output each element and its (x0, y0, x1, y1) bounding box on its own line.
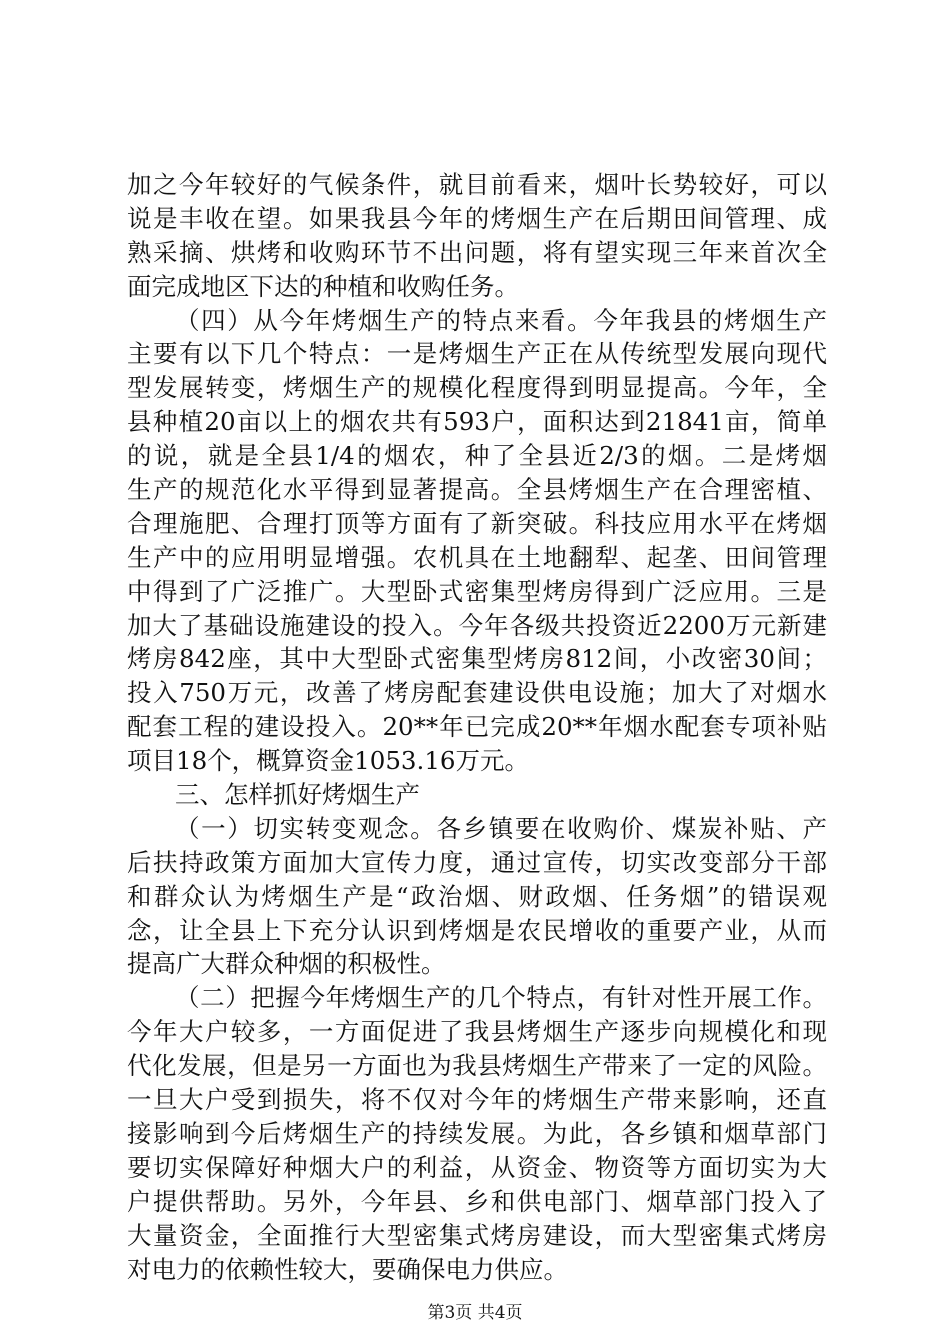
text-line: 要切实保障好种烟大户的利益，从资金、物资等方面切实为大 (127, 1152, 827, 1182)
text-line: 生产中的应用明显增强。农机具在土地翻犁、起垄、田间管理 (127, 542, 827, 572)
text-line: 型发展转变，烤烟生产的规模化程度得到明显提高。今年，全 (127, 373, 827, 403)
text-line: 和群众认为烤烟生产是“政治烟、财政烟、任务烟”的错误观 (127, 881, 827, 911)
text-line: 的说，就是全县1/4的烟农，种了全县近2/3的烟。二是烤烟 (127, 441, 827, 471)
text-line: 今年大户较多，一方面促进了我县烤烟生产逐步向规模化和现 (127, 1017, 827, 1047)
text-line: 面完成地区下达的种植和收购任务。 (127, 271, 519, 301)
paragraph-start-line: （二）把握今年烤烟生产的几个特点，有针对性开展工作。 (175, 983, 827, 1013)
text-line: 代化发展，但是另一方面也为我县烤烟生产带来了一定的风险。 (127, 1051, 827, 1081)
text-line: 大量资金，全面推行大型密集式烤房建设，而大型密集式烤房 (127, 1220, 827, 1250)
text-line: 合理施肥、合理打顶等方面有了新突破。科技应用水平在烤烟 (127, 508, 827, 538)
paragraph-start-line: （四）从今年烤烟生产的特点来看。今年我县的烤烟生产 (175, 305, 827, 335)
text-line: 说是丰收在望。如果我县今年的烤烟生产在后期田间管理、成 (127, 203, 827, 233)
page-number-footer: 第3页 共4页 (427, 1303, 523, 1323)
document-body (127, 168, 827, 1286)
text-line: 提高广大群众种烟的积极性。 (127, 949, 446, 979)
text-line: 熟采摘、烘烤和收购环节不出问题，将有望实现三年来首次全 (127, 237, 827, 267)
text-line: 投入750万元，改善了烤房配套建设供电设施；加大了对烟水 (127, 678, 827, 708)
text-line: 接影响到今后烤烟生产的持续发展。为此，各乡镇和烟草部门 (127, 1118, 827, 1148)
paragraph-start-line: （一）切实转变观念。各乡镇要在收购价、煤炭补贴、产 (175, 813, 827, 843)
text-line: 加大了基础设施建设的投入。今年各级共投资近2200万元新建 (127, 610, 827, 640)
text-line: 配套工程的建设投入。20**年已完成20**年烟水配套专项补贴 (127, 712, 827, 742)
text-line: 念，让全县上下充分认识到烤烟是农民增收的重要产业，从而 (127, 915, 827, 945)
text-line: 一旦大户受到损失，将不仅对今年的烤烟生产带来影响，还直 (127, 1085, 827, 1115)
text-line: 项目18个，概算资金1053.16万元。 (127, 746, 529, 776)
text-line: 主要有以下几个特点：一是烤烟生产正在从传统型发展向现代 (127, 339, 827, 369)
text-line: 加之今年较好的气候条件，就目前看来，烟叶长势较好，可以 (127, 170, 827, 199)
text-line: 后扶持政策方面加大宣传力度，通过宣传，切实改变部分干部 (127, 847, 827, 877)
section-heading: 三、怎样抓好烤烟生产 (175, 780, 420, 810)
text-line: 中得到了广泛推广。大型卧式密集型烤房得到广泛应用。三是 (127, 576, 827, 606)
text-line: 生产的规范化水平得到显著提高。全县烤烟生产在合理密植、 (127, 475, 827, 505)
text-line: 县种植20亩以上的烟农共有593户，面积达到21841亩，简单 (127, 407, 827, 437)
text-line: 户提供帮助。另外，今年县、乡和供电部门、烟草部门投入了 (127, 1186, 827, 1216)
text-line: 烤房842座，其中大型卧式密集型烤房812间，小改密30间； (127, 644, 827, 674)
text-line: 对电力的依赖性较大，要确保电力供应。 (127, 1254, 568, 1284)
